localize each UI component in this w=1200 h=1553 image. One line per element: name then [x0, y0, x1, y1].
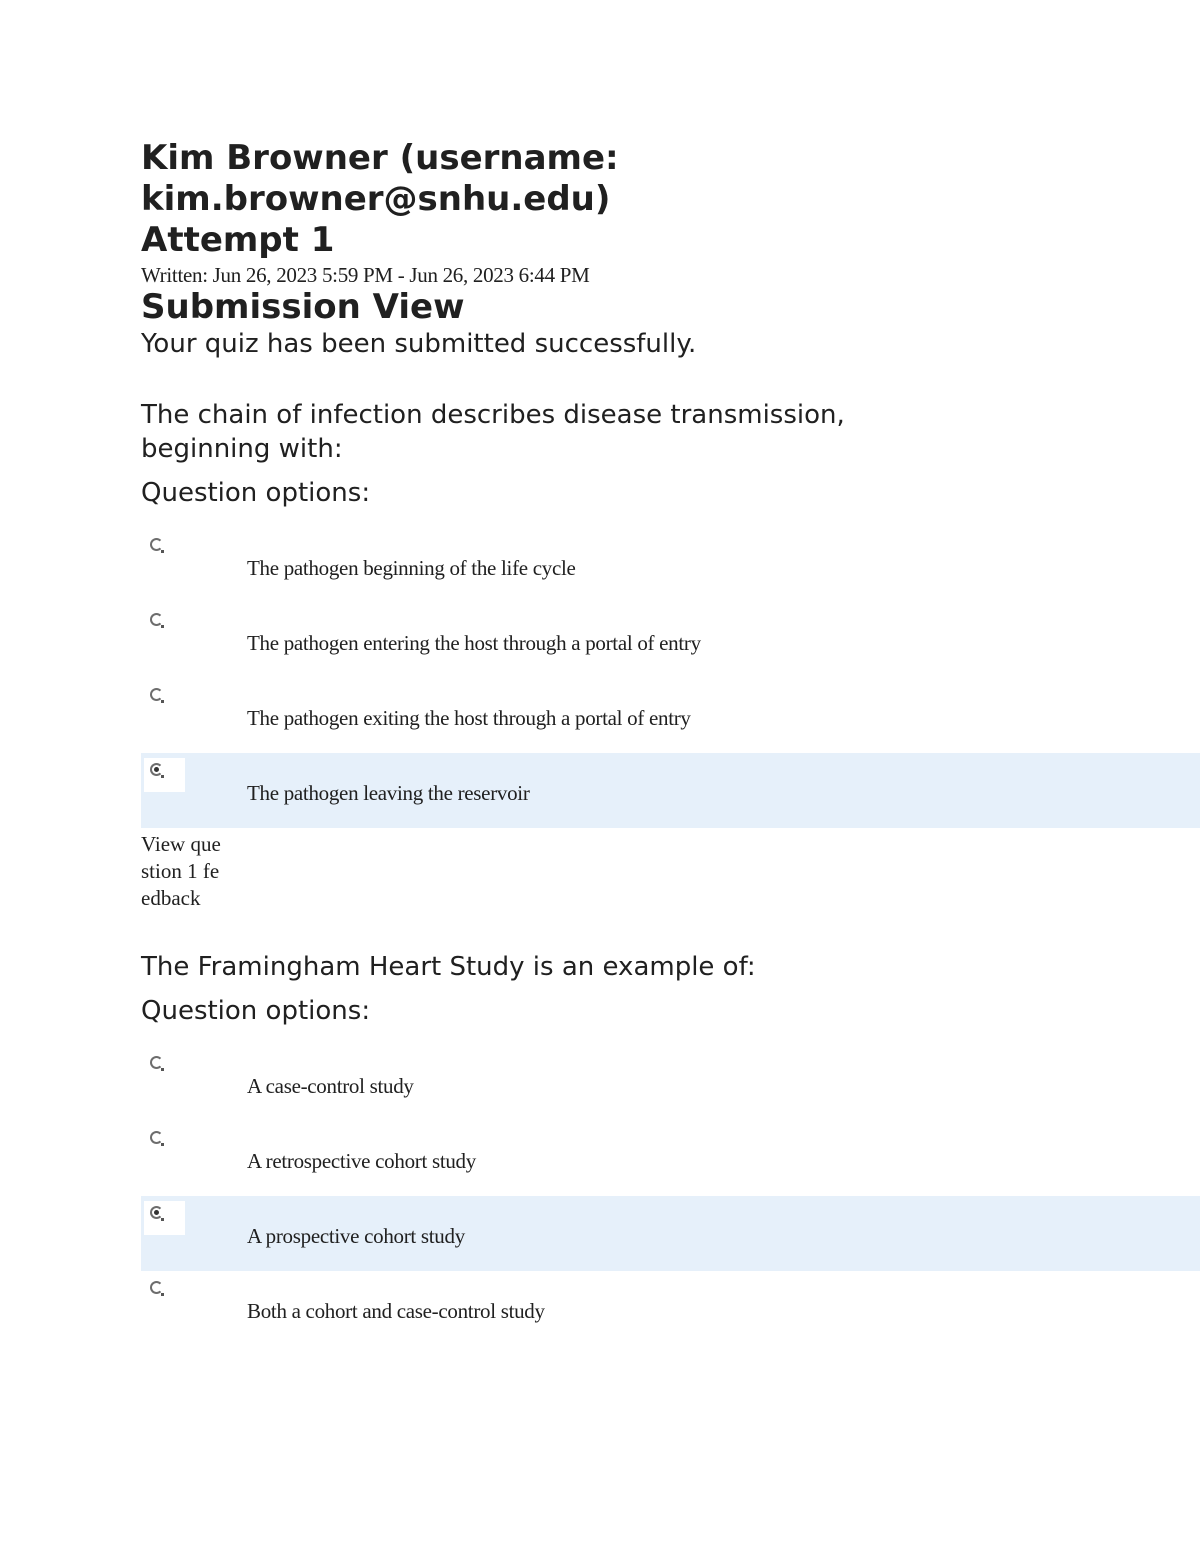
option-row[interactable]	[141, 1046, 1200, 1121]
radio-button[interactable]	[144, 1051, 185, 1085]
option-label: The pathogen exiting the host through a portal of entry	[247, 706, 691, 730]
view-feedback-link[interactable]: View question 1 feedback	[141, 832, 221, 910]
option-row[interactable]	[141, 603, 1200, 678]
user-name-line: Kim Browner (username:	[141, 138, 619, 178]
written-timestamp: Written: Jun 26, 2023 5:59 PM - Jun 26, 2023 6:44 PM	[141, 263, 590, 287]
question-text: The Framingham Heart Study is an example of:	[141, 952, 756, 982]
option-row-selected[interactable]	[141, 753, 1200, 828]
radio-button[interactable]	[144, 608, 185, 642]
option-row[interactable]	[141, 1271, 1200, 1346]
option-row[interactable]	[141, 1121, 1200, 1196]
option-label: Both a cohort and case-control study	[247, 1299, 545, 1323]
option-row[interactable]	[141, 678, 1200, 753]
option-label: The pathogen leaving the reservoir	[247, 781, 530, 805]
option-row-selected[interactable]	[141, 1196, 1200, 1271]
question-text: The chain of infection describes disease transmission, beginning with:	[141, 400, 845, 464]
submission-view-title: Submission View	[141, 287, 465, 327]
option-label: A retrospective cohort study	[247, 1149, 476, 1173]
radio-button[interactable]	[144, 683, 185, 717]
submitted-message: Your quiz has been submitted successfully.	[141, 329, 697, 359]
option-label: A prospective cohort study	[247, 1224, 465, 1248]
option-row[interactable]	[141, 528, 1200, 603]
user-email-line: kim.browner@snhu.edu)	[141, 179, 611, 219]
attempt-title: Attempt 1	[141, 220, 335, 260]
option-label: The pathogen entering the host through a portal of entry	[247, 631, 701, 655]
radio-button[interactable]	[144, 1201, 185, 1235]
question-1	[141, 398, 1200, 912]
question-2	[141, 950, 1200, 1346]
radio-button[interactable]	[144, 1126, 185, 1160]
question-options-label: Question options:	[141, 996, 371, 1026]
option-label: The pathogen beginning of the life cycle	[247, 556, 576, 580]
option-label: A case-control study	[247, 1074, 414, 1098]
radio-button[interactable]	[144, 1276, 185, 1310]
quiz-submission-page	[141, 138, 1200, 1346]
radio-button[interactable]	[144, 533, 185, 567]
radio-button[interactable]	[144, 758, 185, 792]
question-options-label: Question options:	[141, 478, 371, 508]
